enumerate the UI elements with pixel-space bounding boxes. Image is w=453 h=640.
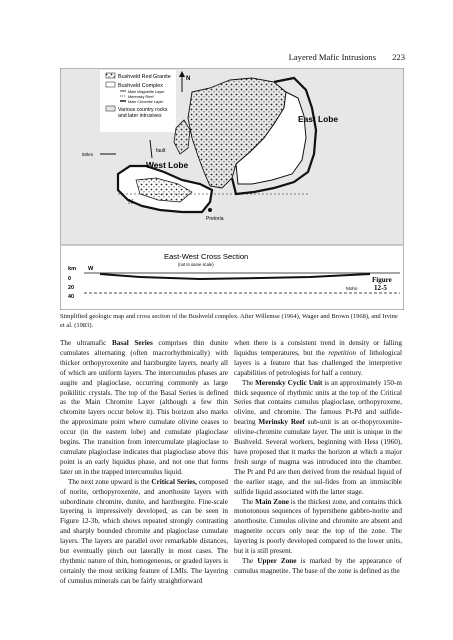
paragraph-repetition: when there is a consistent trend in density or falling liquidus temperatures, but the repetition of lithological layers is a feature that has challenged the interpretive capabilities of petrologists for half a century. — [234, 339, 402, 377]
legend-item-1: Main Magnetite Layer — [128, 90, 165, 94]
paragraph-main-zone: The Main Zone is the thickest zone, and contains thick monotonous sequences of hypersthene gabbro-norite and anorthosite. Cumulus olivine and chromite are absent and magnetite occurs only near the top of the zone. The layering is poorly developed compared to the lower units, but it is still present. — [234, 497, 403, 556]
scale-label: 50km — [82, 152, 94, 157]
section-line-label: N — [128, 198, 134, 206]
geologic-map-svg — [60, 68, 404, 310]
figure-label-2: 12-5 — [374, 284, 387, 292]
moho-label: Moho — [346, 286, 358, 291]
paragraph-basal-series: The ultramafic Basal Series comprises thin dunite cumulates alternating (often macrorhythmically) with thicker orthopyroxenite and harzburgite layers, nearly all of which are uniform layers. The intercumulus phases are augite and plagioclase, occurring commonly as large poikilitic crystals. The top of the Basal Series is defined as the Main Chromite Layer (although a few thin chromite layers occur below it). This horizon also marks the approximate point where cumulate olivine ceases to occur (in the eastern lobe) and cumulate plagioclase begins. The transition from intercumulate plagioclase to cumulate plagioclase indicates that plagioclase above this point is an early liquidus phase, and not one that forms later on in the trapped intercumulus liquid. — [60, 339, 228, 476]
bushveld-figure — [60, 68, 404, 310]
east-lobe-label: East Lobe — [298, 114, 339, 124]
left-column — [60, 339, 228, 587]
depth-tick-40: 40 — [68, 294, 74, 300]
legend-country-swatch — [106, 106, 115, 111]
km-label: km — [68, 266, 77, 272]
w-label: W — [88, 266, 94, 272]
figure-caption: Simplified geologic map and cross section of the Bushveld complex. After Willemse (1964), Wager and Brown (1968), and Irvine et al. (1983). — [60, 313, 398, 329]
depth-tick-0: 0 — [68, 276, 71, 282]
legend-item-2: Merensky Reef — [128, 95, 154, 99]
right-column — [234, 339, 402, 577]
paragraph-critical-series: The next zone upward is the Critical Series, composed of norite, orthopyroxenite, and anorthosite layers with subordinate chromite, dunite, and harzburgite. Fine-scale layering is impressively developed, as can be seen in Figure 12-3b, which shows repeated strongly contrasting and sharply bounded chromite and plagioclase cumulate layers. The layers are parallel over remarkable distances, but eventually pinch out laterally in most cases. The rhythmic nature of thin, homogeneous, or graded layers is certainly the most striking feature of LMIs. The layering of cumulus minerals can be fairly straightforward — [60, 477, 228, 585]
legend-complex-swatch — [106, 82, 115, 87]
legend-item-3: Main Chromite Layer — [128, 100, 164, 104]
paragraph-upper-zone: The Upper Zone is marked by the appearance of cumulus magnetite. The base of the zone is defined as the — [234, 556, 402, 575]
north-label: N — [186, 76, 191, 82]
depth-tick-20: 20 — [68, 285, 74, 291]
legend-complex: Bushveld Complex — [118, 83, 163, 89]
running-header — [289, 52, 405, 62]
city-label: Pretoria — [206, 216, 224, 222]
fault-label: fault — [156, 148, 166, 154]
legend-granite-swatch — [106, 73, 115, 78]
legend-country-1: Various country rocks — [118, 107, 168, 113]
pretoria-marker — [208, 208, 212, 212]
page-number: 223 — [392, 52, 405, 62]
paragraph-merensky: The Merensky Cyclic Unit is an approximately 150-m thick sequence of rhythmic units at the top of the Critical Series that contains cumulus plagioclase, orthopyroxene, olivine, and chromite. The famous Pt-Pd and sulfide-bearing Merinsky Reef sub-unit is an or-thopyroxenite-olivine-chromite cumulate layer. The unit is unique in the Bushveld. Several workers, beginning with Hess (1960), have proposed that it marks the horizon at which a major fresh surge of magma was introduced into the chamber. The Pt and Pd are then derived from the residual liquid of the earlier stage, and the sul-fides from an immiscible sulfide liquid associated with the latter stage. — [234, 378, 402, 496]
running-title: Layered Mafic Intrusions — [288, 52, 376, 62]
section-title: East-West Cross Section — [164, 252, 249, 261]
figure-label-1: Figure — [372, 276, 392, 284]
legend-granite: Bushveld Red Granite — [118, 74, 171, 80]
west-lobe-label: West Lobe — [146, 160, 189, 170]
section-note: (not to same scale) — [178, 262, 214, 267]
legend-country-2: and later intrusives — [118, 113, 162, 119]
